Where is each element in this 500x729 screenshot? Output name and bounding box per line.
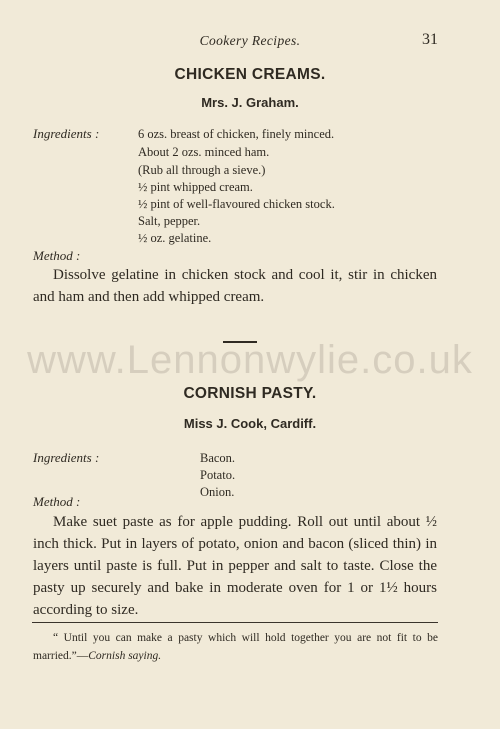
section-divider bbox=[223, 341, 257, 343]
method-text bbox=[33, 264, 437, 308]
ingredient-item: ½ pint of well-flavoured chicken stock. bbox=[138, 197, 335, 211]
method-text bbox=[33, 511, 437, 621]
ingredient-item: Onion. bbox=[200, 485, 235, 499]
recipe-title-cornish-pasty: CORNISH PASTY. bbox=[183, 385, 317, 402]
watermark: www.Lennonwylie.co.uk bbox=[27, 338, 473, 382]
ingredient-item: About 2 ozs. minced ham. bbox=[138, 145, 270, 159]
ingredient-item: ½ oz. gelatine. bbox=[138, 231, 212, 245]
running-title: Cookery Recipes. bbox=[199, 33, 301, 48]
method-label: Method : bbox=[33, 494, 81, 509]
recipe-author: Mrs. J. Graham. bbox=[201, 95, 299, 110]
ingredient-item: (Rub all through a sieve.) bbox=[138, 163, 266, 177]
method-paragraph: Dissolve gelatine in chicken stock and cool it, stir in chicken and ham and then add whipped cream. bbox=[33, 267, 437, 305]
ingredient-item: ½ pint whipped cream. bbox=[138, 180, 253, 194]
ingredient-item: Bacon. bbox=[200, 451, 236, 465]
page-number: 31 bbox=[422, 31, 438, 48]
footnote-quote bbox=[33, 629, 438, 665]
ingredient-item: Potato. bbox=[200, 468, 236, 482]
ingredients-label: Ingredients : bbox=[33, 126, 100, 141]
quote-source: Cornish saying. bbox=[88, 650, 162, 662]
recipe-author: Miss J. Cook, Cardiff. bbox=[183, 416, 317, 431]
footnote-rule bbox=[32, 622, 438, 623]
quote-text: “ Until you can make a pasty which will hold together you are not fit to be married.”— bbox=[33, 632, 438, 662]
method-paragraph: Make suet paste as for apple pudding. Roll out until about ½ inch thick. Put in layers of potato, onion and bacon (sliced thin) in layers until paste is full. Put in pepper and salt to taste. Close the pasty up securely and bake in moderate oven for 1 or 1½ hours according to size. bbox=[33, 514, 437, 618]
recipe-title-chicken-creams: CHICKEN CREAMS. bbox=[174, 66, 326, 83]
method-label: Method : bbox=[33, 248, 81, 263]
ingredient-item: 6 ozs. breast of chicken, finely minced. bbox=[138, 127, 335, 141]
ingredients-label: Ingredients : bbox=[33, 450, 100, 465]
ingredient-item: Salt, pepper. bbox=[138, 214, 201, 228]
